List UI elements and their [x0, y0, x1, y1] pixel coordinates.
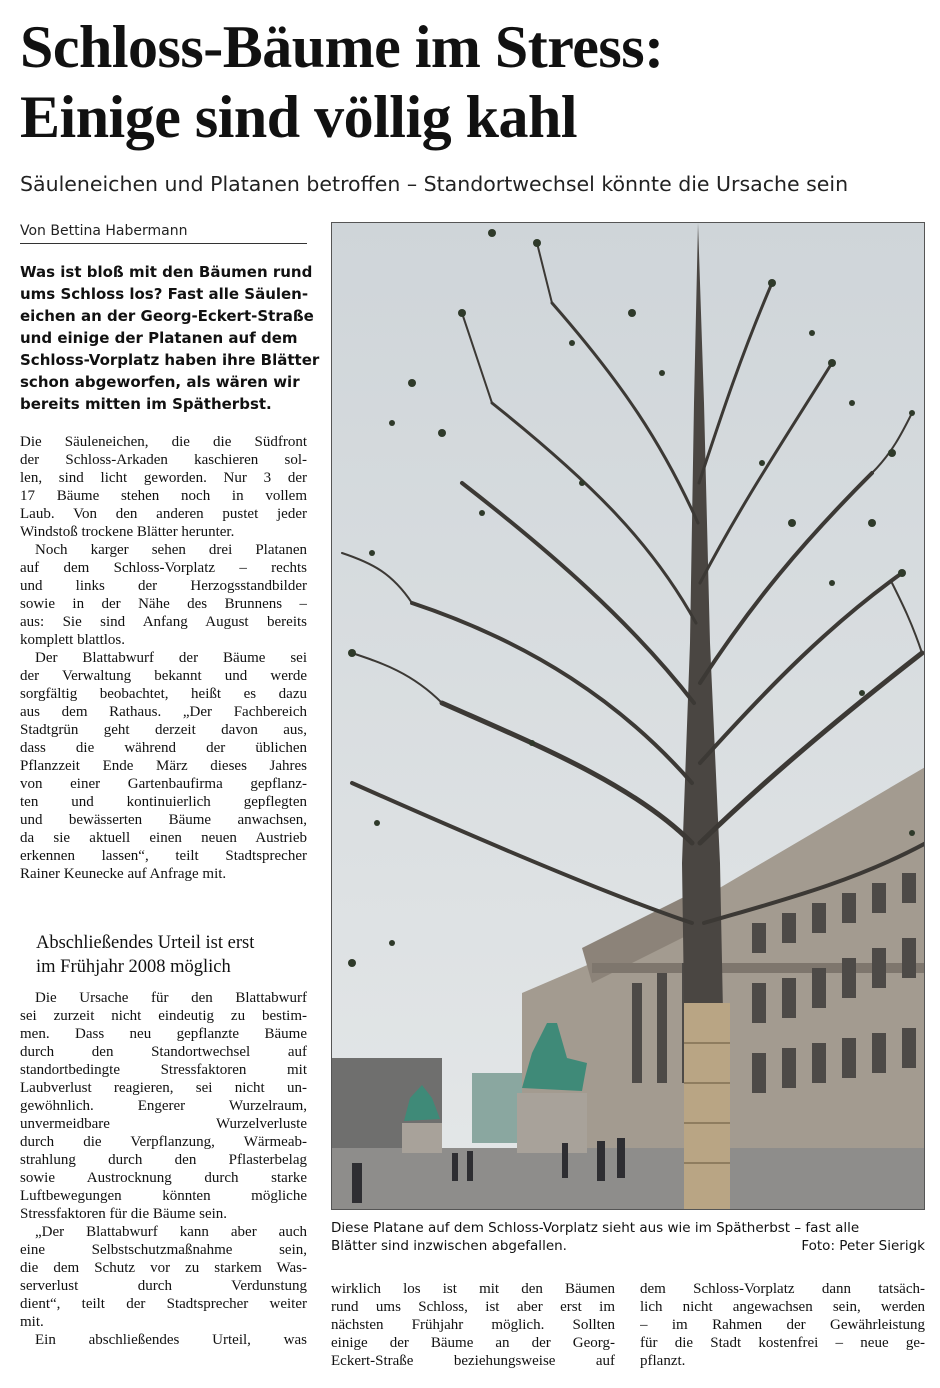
caption-line-2: Blätter sind inzwischen abgefallen.: [331, 1238, 567, 1254]
subheadline: Säuleneichen und Platanen betroffen – Standortwechsel könnte die Ursache sein: [20, 172, 849, 196]
body-line: Die Säuleneichen, die die Südfront: [20, 434, 307, 450]
body-column-2: [331, 1280, 615, 1370]
body-line: standortbedingte Stressfaktoren mit: [20, 1062, 307, 1078]
body-line: die dem Schutz vor zu starkem Was-: [20, 1260, 307, 1276]
body-column-1: [20, 433, 307, 883]
body-line: eine Selbstschutzmaßnahme sein,: [20, 1242, 307, 1258]
body-line: lich nicht angewachsen sein, werden: [640, 1299, 925, 1315]
body-line: Noch karger sehen drei Platanen: [35, 542, 307, 558]
body-line: Stadtgrün geht derzeit davon aus,: [20, 722, 307, 738]
body-line: sorgfältig beobachtet, heißt es dazu: [20, 686, 307, 702]
body-line: Laub. Von den anderen pustet jeder: [20, 506, 307, 522]
lead-line: Schloss-Vorplatz haben ihre Blätter: [20, 351, 320, 369]
body-line: rund ums Schloss, ist aber erst im: [331, 1299, 615, 1315]
subheading-line-1: Abschließendes Urteil ist erst: [36, 933, 255, 953]
body-line: Rainer Keunecke auf Anfrage mit.: [20, 866, 227, 882]
body-line: Windstoß trockene Blätter herunter.: [20, 524, 235, 540]
body-line: Stressfaktoren für die Bäume sein.: [20, 1206, 228, 1222]
body-line: Ein abschließendes Urteil, was: [35, 1332, 307, 1348]
lead-line: ums Schloss los? Fast alle Säulen-: [20, 285, 309, 303]
section-subheading: [36, 931, 316, 979]
body-line: Pflanzzeit Ende März dieses Jahres: [20, 758, 307, 774]
body-line: aus: Sie sind Anfang August bereits: [20, 614, 307, 630]
body-line: und links der Herzogsstandbilder: [20, 578, 307, 594]
body-line: von einer Gartenbaufirma gepflanz-: [20, 776, 307, 792]
body-line: da sie aktuell einen neuen Austrieb: [20, 830, 307, 846]
body-line: strahlung durch den Pflasterbelag: [20, 1152, 307, 1168]
lead-line: bereits mitten im Spätherbst.: [20, 395, 272, 413]
body-column-3: [640, 1280, 925, 1370]
body-line: mit.: [20, 1314, 44, 1330]
body-line: komplett blattlos.: [20, 632, 125, 648]
body-line: pflanzt.: [640, 1353, 686, 1369]
subheading-line-2: im Frühjahr 2008 möglich: [36, 957, 231, 977]
body-column-1-continued: [20, 989, 307, 1349]
body-line: serverlust durch Verdunstung: [20, 1278, 307, 1294]
body-line: Eckert-Straße beziehungsweise auf: [331, 1353, 615, 1369]
body-line: für die Stadt kostenfrei – neue ge-: [640, 1335, 925, 1351]
body-line: der Verwaltung bekannt und werde: [20, 668, 307, 684]
body-line: 17 Bäume stehen noch in vollem: [20, 488, 307, 504]
body-line: sowie in der Nähe des Brunnens –: [20, 596, 307, 612]
body-line: erkennen lassen“, teilt Stadtsprecher: [20, 848, 307, 864]
body-line: – im Rahmen der Gewährleistung: [640, 1317, 925, 1333]
article-photo: [331, 222, 925, 1210]
body-line: dass die während der üblichen: [20, 740, 307, 756]
lead-line: eichen an der Georg-Eckert-Straße: [20, 307, 314, 325]
body-line: ten und kontinuierlich gepflegten: [20, 794, 307, 810]
caption-line-1: Diese Platane auf dem Schloss-Vorplatz sieht aus wie im Spätherbst – fast alle: [331, 1220, 860, 1236]
lead-paragraph: [20, 261, 320, 415]
body-line: einige der Bäume an der Georg-: [331, 1335, 615, 1351]
body-line: gewöhnlich. Engerer Wurzelraum,: [20, 1098, 307, 1114]
body-line: men. Dass neu gepflanzte Bäume: [20, 1026, 307, 1042]
caption-row-2: [331, 1237, 925, 1255]
byline: Von Bettina Habermann: [20, 222, 307, 244]
tree-photo-illustration: [332, 223, 925, 1210]
body-line: auf dem Schloss-Vorplatz – rechts: [20, 560, 307, 576]
lead-line: schon abgeworfen, als wären wir: [20, 373, 300, 391]
caption-row-1: [331, 1219, 925, 1237]
body-line: len, sind licht geworden. Nur 3 der: [20, 470, 307, 486]
body-line: Die Ursache für den Blattabwurf: [35, 990, 307, 1006]
body-line: aus dem Rathaus. „Der Fachbereich: [20, 704, 307, 720]
body-line: „Der Blattabwurf kann aber auch: [35, 1224, 307, 1240]
body-line: der Schloss-Arkaden kaschieren sol-: [20, 452, 307, 468]
body-line: wirklich los ist mit den Bäumen: [331, 1281, 615, 1297]
body-line: dem Schloss-Vorplatz dann tatsäch-: [640, 1281, 925, 1297]
photo-caption: [331, 1219, 925, 1255]
body-line: sowie Austrocknung durch starke: [20, 1170, 307, 1186]
body-line: durch die Verpflanzung, Wärmeab-: [20, 1134, 307, 1150]
body-line: Luftbewegungen könnten mögliche: [20, 1188, 307, 1204]
lead-line: Was ist bloß mit den Bäumen rund: [20, 263, 313, 281]
headline-line-1: Schloss-Bäume im Stress:: [20, 14, 664, 80]
photo-credit: Foto: Peter Sierigk: [801, 1238, 925, 1254]
body-line: nächsten Frühjahr möglich. Sollten: [331, 1317, 615, 1333]
body-line: und bewässerten Bäume anwachsen,: [20, 812, 307, 828]
headline-line-2: Einige sind völlig kahl: [20, 84, 578, 150]
body-line: Der Blattabwurf der Bäume sei: [35, 650, 307, 666]
body-line: sei zurzeit nicht eindeutig zu bestim-: [20, 1008, 307, 1024]
body-line: durch den Standortwechsel auf: [20, 1044, 307, 1060]
lead-line: und einige der Platanen auf dem: [20, 329, 298, 347]
body-line: dient“, teilt der Stadtsprecher weiter: [20, 1296, 307, 1312]
headline: [20, 12, 920, 152]
body-line: unvermeidbare Wurzelverluste: [20, 1116, 307, 1132]
body-line: Laubverlust reagieren, sei nicht un-: [20, 1080, 307, 1096]
